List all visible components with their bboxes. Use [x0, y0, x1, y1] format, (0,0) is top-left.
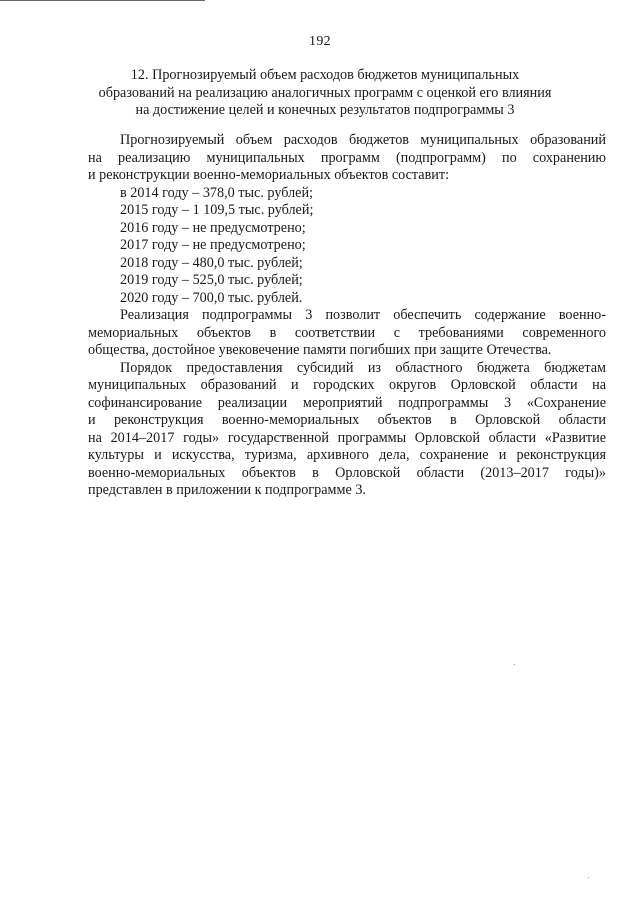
text-line: общества, достойное увековечение памяти погибших при защите Отечества.	[88, 342, 552, 358]
text-line: и реконструкция военно-мемориальных объектов в Орловской области	[88, 412, 606, 428]
text-line: муниципальных образований и городских округов Орловской области на	[88, 377, 606, 393]
section-title	[90, 67, 560, 120]
forecast-list	[88, 185, 606, 308]
forecast-item: 2015 году – 1 109,5 тыс. рублей;	[120, 202, 314, 218]
text-line: на 2014–2017 годы» государственной программы Орловской области «Развитие	[88, 429, 606, 446]
subsidy-paragraph	[88, 360, 606, 500]
text-line: на реализацию муниципальных программ (подпрограмм) по сохранению	[88, 149, 606, 166]
scan-speck	[588, 877, 589, 878]
text-line: представлен в приложении к подпрограмме 3.	[88, 482, 366, 498]
forecast-item: 2019 году – 525,0 тыс. рублей;	[120, 272, 303, 288]
text-line: Порядок предоставления субсидий из областного бюджета бюджетам	[120, 359, 606, 376]
text-line: Реализация подпрограммы 3 позволит обеспечить содержание военно-	[120, 307, 606, 323]
forecast-item: в 2014 году – 378,0 тыс. рублей;	[120, 184, 313, 201]
implementation-paragraph	[88, 307, 606, 360]
text-line: военно-мемориальных объектов в Орловской области (2013–2017 годы)»	[88, 464, 606, 481]
section-title-line: на достижение целей и конечных результатов подпрограммы 3	[135, 102, 515, 118]
section-title-line: 12. Прогнозируемый объем расходов бюджетов муниципальных	[130, 67, 520, 83]
page-number: 192	[309, 34, 331, 49]
forecast-item: 2017 году – не предусмотрено;	[120, 237, 306, 253]
text-line: Прогнозируемый объем расходов бюджетов муниципальных образований	[120, 132, 606, 148]
text-line: культуры и искусства, туризма, архивного дела, сохранение и реконструкция	[88, 447, 606, 463]
top-border-rule	[0, 0, 205, 1]
forecast-item: 2016 году – не предусмотрено;	[120, 219, 306, 236]
forecast-item: 2020 году – 700,0 тыс. рублей.	[120, 289, 303, 306]
document-body	[88, 132, 606, 500]
section-title-line: образований на реализацию аналогичных программ с оценкой его влияния	[98, 84, 552, 101]
text-line: и реконструкции военно-мемориальных объектов составит:	[88, 167, 450, 183]
text-line: софинансирование реализации мероприятий подпрограммы 3 «Сохранение	[88, 394, 606, 411]
scan-speck	[514, 664, 515, 665]
intro-paragraph	[88, 132, 606, 185]
text-line: мемориальных объектов в соответствии с требованиями современного	[88, 324, 606, 341]
forecast-item: 2018 году – 480,0 тыс. рублей;	[120, 254, 303, 271]
